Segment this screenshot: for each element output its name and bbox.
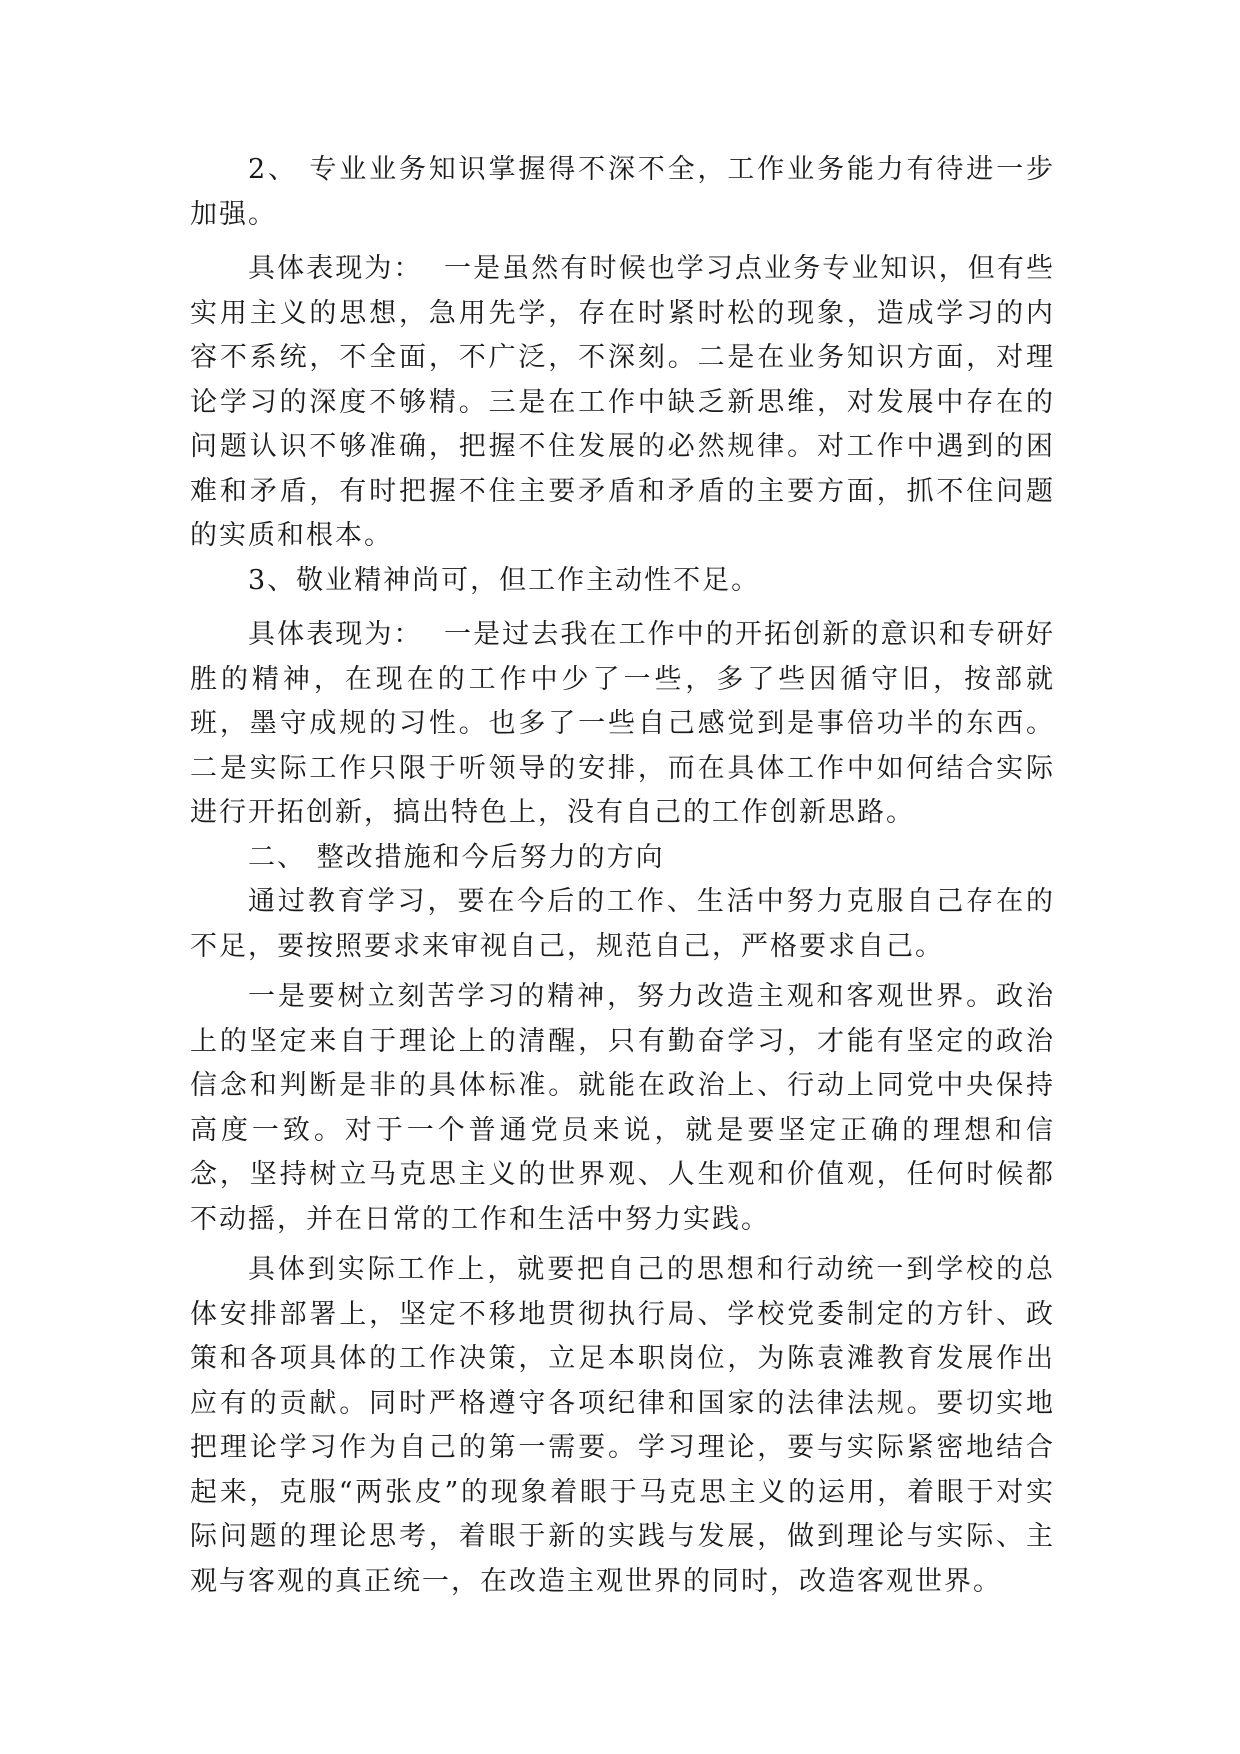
paragraph-section-2-details: 具体表现为： 一是虽然有时候也学习点业务专业知识，但有些实用主义的思想，急用先学，存在时紧时松的现象，造成学习的内容不系统，不全面，不广泛，不深刻。二是在业务知识方面，对理论学习的深度不够精。三是在工作中缺乏新思维，对发展中存在的问题认识不够准确，把握不住发展的必然规律。对工作中遇到的困难和矛盾，有时把握不住主要矛盾和矛盾的主要方面，抓不住问题的实质和根本。 bbox=[190, 253, 1055, 551]
document-page bbox=[190, 148, 1055, 1604]
paragraph-intro-measures: 通过教育学习，要在今后的工作、生活中努力克服自己存在的不足，要按照要求来审视自己，规范自己，严格要求自己。 bbox=[190, 886, 1055, 962]
paragraph-section-3-heading: 3、敬业精神尚可，但工作主动性不足。 bbox=[248, 564, 761, 596]
paragraph-measure-practice: 具体到实际工作上，就要把自己的思想和行动统一到学校的总体安排部署上，坚定不移地贯彻执行局、学校党委制定的方针、政策和各项具体的工作决策，立足本职岗位，为陈袁滩教育发展作出应有的贡献。同时严格遵守各项纪律和国家的法律法规。要切实地把理论学习作为自己的第一需要。学习理论，要与实际紧密地结合起来，克服“两张皮”的现象着眼于马克思主义的运用，着眼于对实际问题的理论思考，着眼于新的实践与发展，做到理论与实际、主观与客观的真正统一，在改造主观世界的同时，改造客观世界。 bbox=[190, 1254, 1055, 1597]
paragraph-part-2-heading: 二、 整改措施和今后努力的方向 bbox=[248, 841, 665, 873]
paragraph-section-2-heading: 2、 专业业务知识掌握得不深不全，工作业务能力有待进一步加强。 bbox=[190, 154, 1055, 230]
paragraph-section-3-details: 具体表现为： 一是过去我在工作中的开拓创新的意识和专研好胜的精神，在现在的工作中少了一些，多了些因循守旧，按部就班，墨守成规的习性。也多了一些自己感觉到是事倍功半的东西。二是实际工作只限于听领导的安排，而在具体工作中如何结合实际进行开拓创新，搞出特色上，没有自己的工作创新思路。 bbox=[190, 619, 1055, 828]
paragraph-measure-1: 一是要树立刻苦学习的精神，努力改造主观和客观世界。政治上的坚定来自于理论上的清醒，只有勤奋学习，才能有坚定的政治信念和判断是非的具体标准。就能在政治上、行动上同党中央保持高度一致。对于一个普通党员来说，就是要坚定正确的理想和信念，坚持树立马克思主义的世界观、人生观和价值观，任何时候都不动摇，并在日常的工作和生活中努力实践。 bbox=[190, 981, 1055, 1235]
